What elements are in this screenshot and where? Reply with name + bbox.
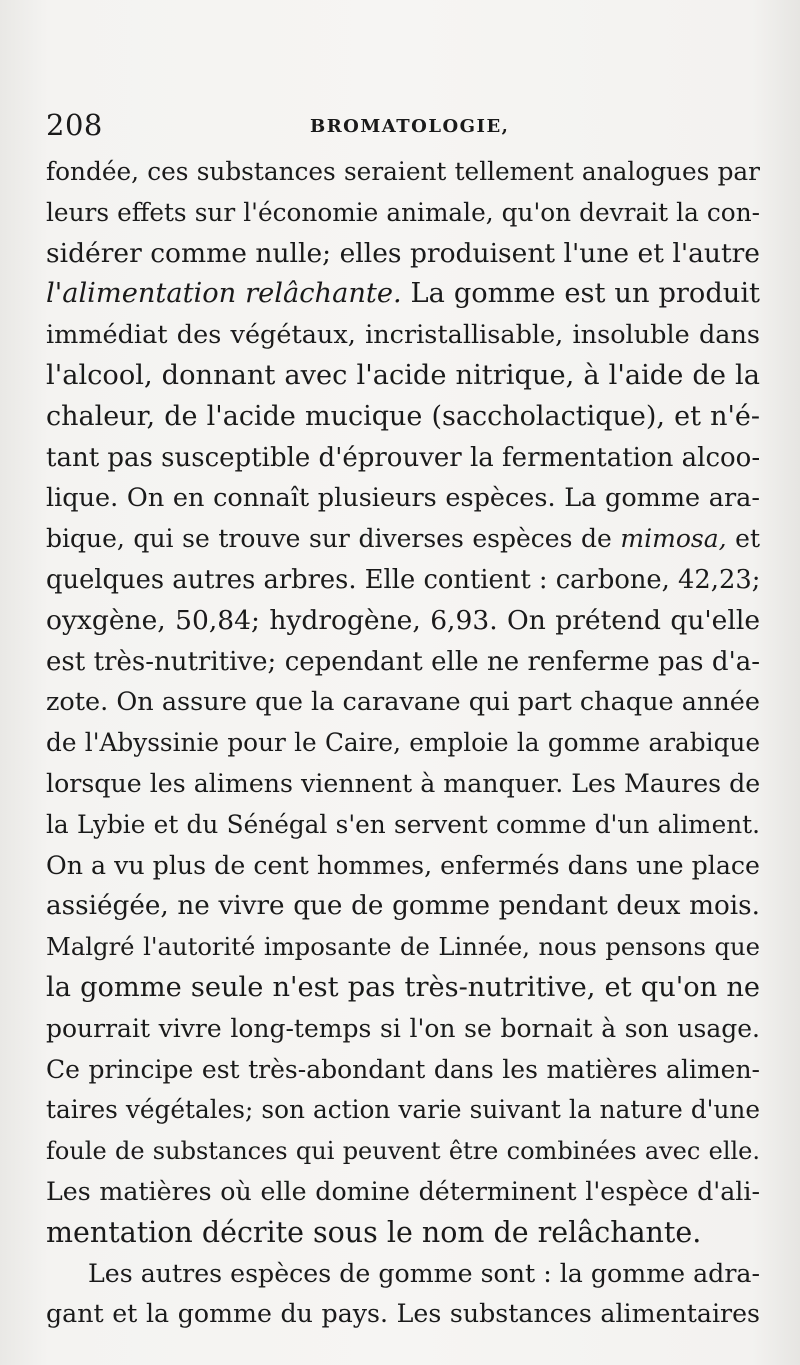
text-line: oyxgène, 50,84; hydrogène, 6,93. On prétend qu'elle	[46, 604, 760, 636]
text-line: leurs effets sur l'économie animale, qu'on devrait la con-	[46, 197, 760, 227]
text-line: est très-nutritive; cependant elle ne renferme pas d'a-	[46, 646, 760, 677]
text-line: lique. On en connaît plusieurs espèces. La gomme ara-	[46, 483, 760, 514]
italic-term: l'alimentation relâchante.	[46, 278, 402, 310]
page-header	[46, 108, 756, 148]
running-title: BROMATOLOGIE,	[310, 116, 510, 137]
italic-term: mimosa,	[620, 524, 727, 554]
text-line: de l'Abyssinie pour le Caire, emploie la gomme arabique	[46, 728, 760, 758]
text-line: Ce principe est très-abondant dans les matières alimen-	[46, 1054, 760, 1084]
text-line: la Lybie et du Sénégal s'en servent comme d'un aliment.	[46, 809, 760, 839]
text-segment: La gomme est un produit	[401, 278, 760, 310]
text-line: foule de substances qui peuvent être combinées avec elle.	[46, 1137, 760, 1166]
text-line: lorsque les alimens viennent à manquer. Les Maures de	[46, 768, 761, 798]
text-line: sidérer comme nulle; elles produisent l'une et l'autre	[46, 237, 760, 269]
text-line: tant pas susceptible d'éprouver la fermentation alcoo-	[46, 442, 761, 473]
text-line: Malgré l'autorité imposante de Linnée, nous pensons que	[46, 932, 760, 962]
text-line: On a vu plus de cent hommes, enfermés dans une place	[46, 850, 760, 880]
text-line: gant et la gomme du pays. Les substances alimentaires	[46, 1299, 760, 1329]
page-number: 208	[46, 108, 103, 142]
text-line: mentation décrite sous le nom de relâchante.	[46, 1215, 702, 1249]
text-line: assiégée, ne vivre que de gomme pendant deux mois.	[46, 891, 760, 922]
text-segment: bique, qui se trouve sur diverses espèces de	[46, 524, 621, 554]
text-line: pourrait vivre long-temps si l'on se bornait à son usage.	[46, 1013, 760, 1043]
text-line: quelques autres arbres. Elle contient : carbone, 42,23;	[46, 564, 761, 595]
text-line: Les matières où elle domine déterminent l'espèce d'ali-	[46, 1176, 760, 1206]
text-line: taires végétales; son action varie suivant la nature d'une	[46, 1095, 760, 1125]
text-line	[46, 519, 760, 560]
text-line: fondée, ces substances seraient tellement analogues par	[46, 157, 760, 186]
text-segment: et	[726, 524, 760, 554]
text-line: la gomme seule n'est pas très-nutritive, et qu'on ne	[46, 971, 760, 1003]
text-line: zote. On assure que la caravane qui part chaque année	[46, 687, 760, 718]
text-line	[46, 274, 760, 315]
text-line: immédiat des végétaux, incristallisable, insoluble dans	[46, 320, 760, 351]
text-line: chaleur, de l'acide mucique (saccholactique), et n'é-	[46, 400, 760, 432]
body-text	[46, 152, 760, 1335]
text-line: l'alcool, donnant avec l'acide nitrique, à l'aide de la	[46, 359, 760, 391]
text-line: Les autres espèces de gomme sont : la gomme adra-	[88, 1258, 760, 1288]
